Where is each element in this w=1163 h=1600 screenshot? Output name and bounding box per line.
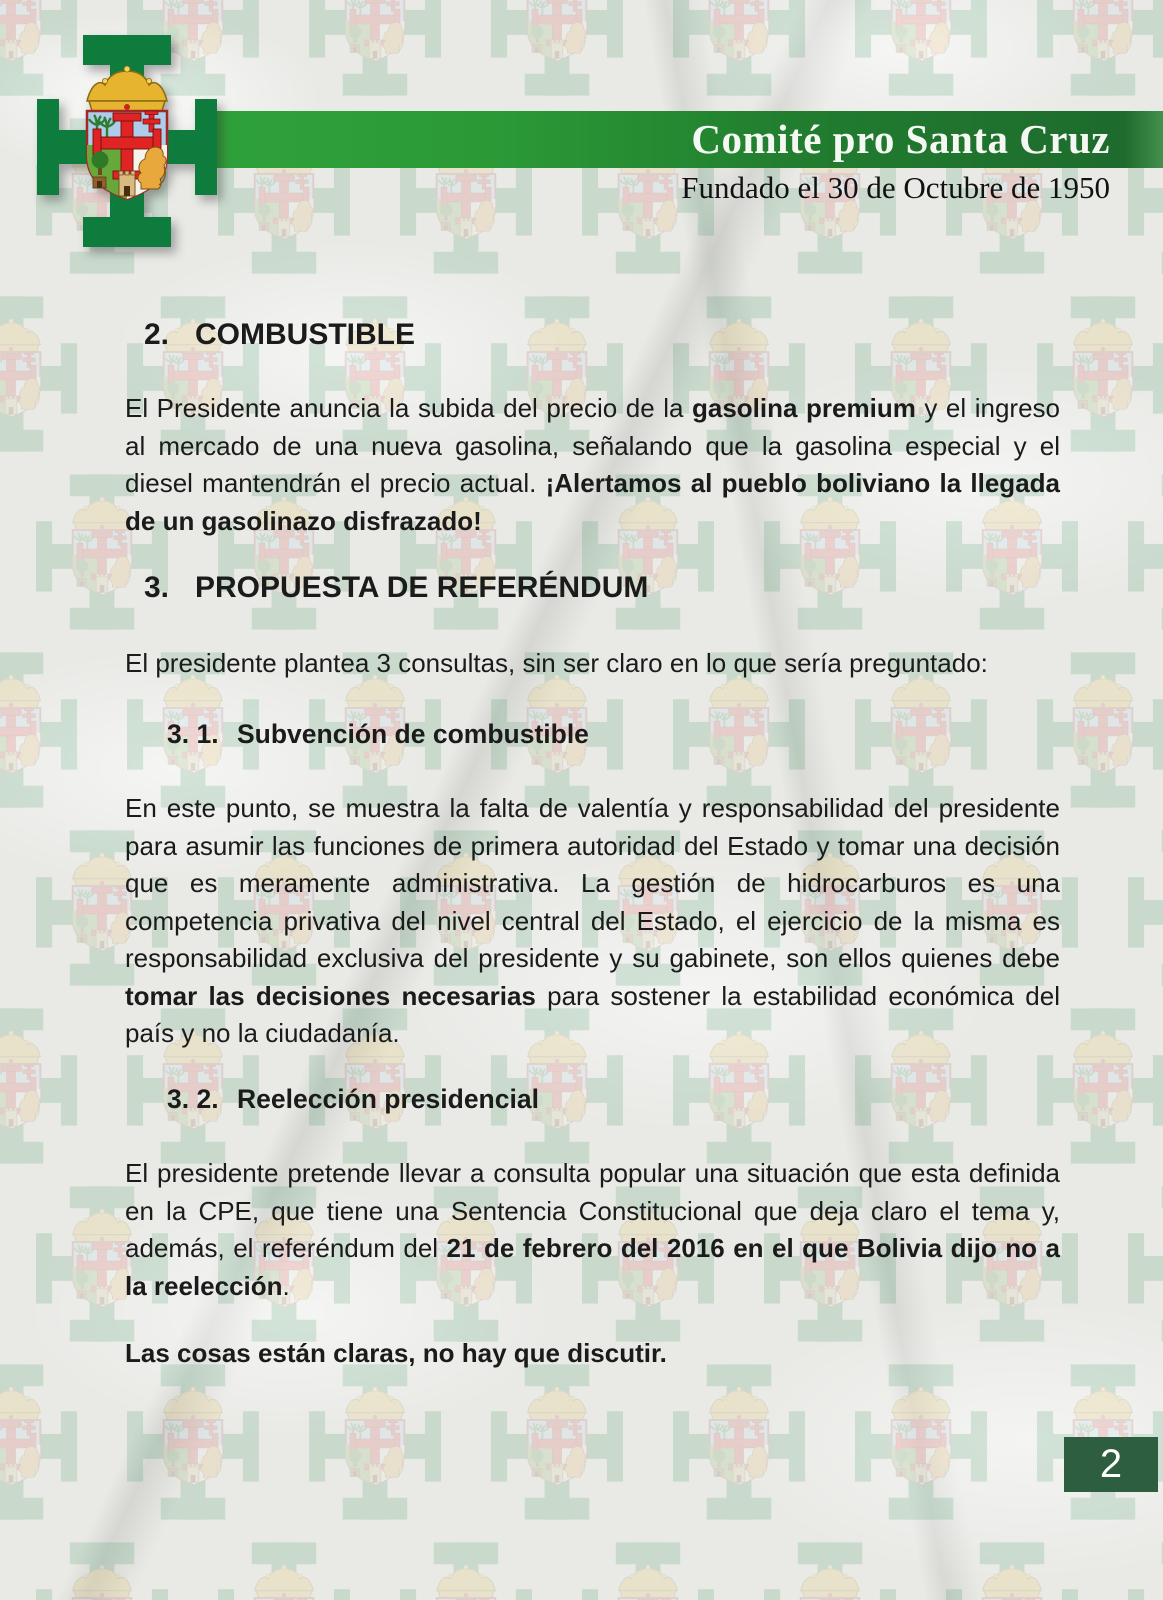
paragraph-combustible: El Presidente anuncia la subida del precio de la gasolina premium y el ingreso al mercado de una nueva gasolina, señalando que la gasolina especial y el diesel mantendrán el precio actual. ¡Alertamos al pueblo boliviano la llegada de un gasolinazo disfrazado! [125, 393, 1060, 536]
subsection-label: Reelección presidencial [237, 1084, 539, 1114]
paragraph-consultas: El presidente plantea 3 consultas, sin ser claro en lo que sería preguntado: [125, 648, 988, 678]
page-subtitle: Fundado el 30 de Octubre de 1950 [681, 170, 1110, 205]
watermark-logo-icon [36, 1542, 168, 1600]
watermark-logo-icon [127, 1364, 259, 1520]
section-number: 2. [144, 318, 170, 351]
paragraph-conclusion: Las cosas están claras, no hay que discutir. [125, 1338, 667, 1368]
section-label: PROPUESTA DE REFERÉNDUM [195, 571, 649, 604]
subsection-number: 3. 2. [167, 1084, 219, 1114]
paragraph-subvencion: En este punto, se muestra la falta de valentía y responsabilidad del presidente para asumir las funciones de primera autoridad del Estado y tomar una decisión que es meramente administrativa. La gestión de hidrocarburos es una competencia privativa del nivel central del Estado, el ejercicio de la misma es responsabilidad exclusiva del presidente y su gabinete, son ellos quienes debe tomar las decisiones necesarias para sostener la estabilidad económica del país y no la ciudadanía. [125, 793, 1060, 1048]
watermark-logo-icon [1128, 474, 1163, 630]
subsection-heading-reeleccion [125, 1082, 1060, 1116]
watermark-logo-icon [0, 1008, 77, 1164]
watermark-logo-icon [491, 1364, 623, 1520]
watermark-logo-icon [1128, 1186, 1163, 1342]
watermark-logo-icon [1128, 1542, 1163, 1600]
subsection-heading-subvencion [125, 717, 1060, 751]
watermark-logo-icon [582, 1542, 714, 1600]
watermark-logo-icon [673, 1364, 805, 1520]
watermark-logo-icon [764, 1542, 896, 1600]
section-label: COMBUSTIBLE [195, 318, 415, 351]
section-heading-combustible [125, 317, 1060, 353]
watermark-logo-icon [0, 296, 77, 452]
santa-cruz-cross-logo-icon [37, 35, 217, 247]
watermark-logo-icon [0, 652, 77, 808]
page-title: Comité pro Santa Cruz [691, 116, 1110, 162]
section-number: 3. [144, 571, 170, 604]
watermark-logo-icon [673, 0, 805, 96]
watermark-logo-icon [855, 0, 987, 96]
watermark-logo-icon [309, 0, 441, 96]
subsection-label: Subvención de combustible [237, 719, 589, 749]
watermark-logo-icon [1037, 0, 1163, 96]
watermark-logo-icon [1128, 830, 1163, 986]
watermark-logo-icon [946, 1542, 1078, 1600]
watermark-logo-icon [218, 1542, 350, 1600]
subsection-number: 3. 1. [167, 719, 219, 749]
watermark-logo-icon [0, 1364, 77, 1520]
page-number-badge: 2 [1064, 1437, 1158, 1492]
watermark-logo-icon [855, 1364, 987, 1520]
watermark-logo-icon [400, 1542, 532, 1600]
watermark-logo-icon [491, 0, 623, 96]
paragraph-reeleccion: El presidente pretende llevar a consulta popular una situación que esta definida en la CPE, que tiene una Sentencia Constitucional que deja claro el tema y, además, el referéndum del 21 de febrero del 2016 en el que Bolivia dijo no a la reelección. [125, 1158, 1061, 1301]
watermark-logo-icon [309, 1364, 441, 1520]
section-heading-referendum [125, 570, 1060, 606]
